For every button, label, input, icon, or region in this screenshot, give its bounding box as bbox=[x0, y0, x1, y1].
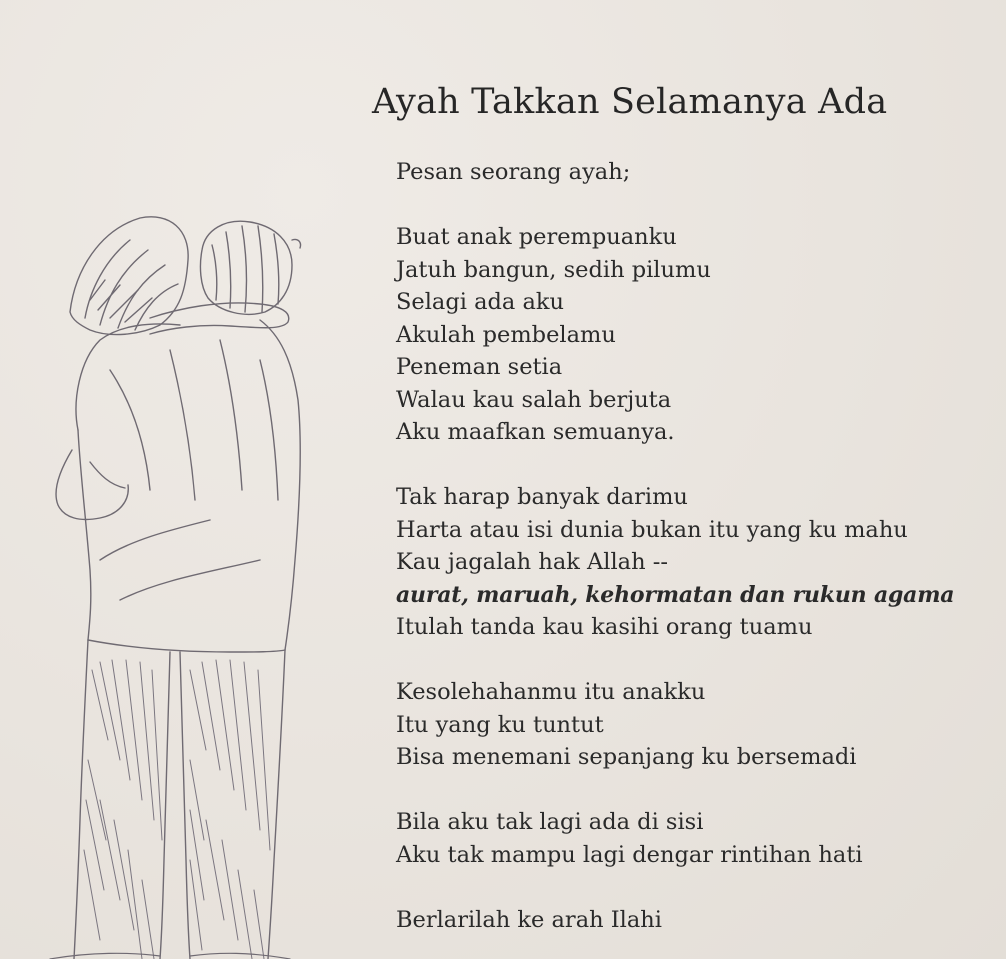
poem-line: Itulah tanda kau kasihi orang tuamu bbox=[396, 614, 813, 640]
poem-line: Aku maafkan semuanya. bbox=[396, 419, 675, 445]
stanza-break bbox=[396, 449, 996, 482]
poem-line: Aku tak mampu lagi dengar rintihan hati bbox=[396, 841, 863, 868]
poem-line: Bisa menemani sepanjang ku bersemadi bbox=[396, 744, 857, 770]
stanza-break bbox=[396, 871, 996, 904]
stanza-5 bbox=[396, 904, 996, 937]
poem-line: Harta atau isi dunia bukan itu yang ku mahu bbox=[396, 516, 908, 543]
poem-line: Buat anak perempuanku bbox=[396, 224, 677, 250]
poem-line: Kau jagalah hak Allah -- bbox=[396, 549, 668, 575]
poem-title: Ayah Takkan Selamanya Ada bbox=[372, 82, 888, 122]
poem-line: Jatuh bangun, sedih pilumu bbox=[396, 256, 711, 283]
stanza-1 bbox=[396, 221, 996, 449]
stanza-break bbox=[396, 774, 996, 807]
poem-intro: Pesan seorang ayah; bbox=[396, 159, 631, 185]
poem-line: Tak harap banyak darimu bbox=[396, 484, 688, 510]
poem-line: Kesolehahanmu itu anakku bbox=[396, 679, 706, 705]
poem-line: Itu yang ku tuntut bbox=[396, 711, 604, 738]
stanza-2 bbox=[396, 481, 996, 644]
father-hugging-daughter-sketch-icon bbox=[30, 200, 330, 959]
poem-line: Akulah pembelamu bbox=[396, 321, 616, 348]
poem-line: Berlarilah ke arah Ilahi bbox=[396, 906, 662, 933]
poem-line: Walau kau salah berjuta bbox=[396, 386, 672, 413]
stanza-4 bbox=[396, 806, 996, 871]
stanza-break bbox=[396, 644, 996, 677]
poem-line-emphasis: aurat, maruah, kehormatan dan rukun agama bbox=[396, 581, 955, 608]
poem-body bbox=[396, 156, 996, 936]
poem-line: Bila aku tak lagi ada di sisi bbox=[396, 809, 704, 835]
poem-line: Selagi ada aku bbox=[396, 289, 565, 315]
stanza-break bbox=[396, 189, 996, 222]
stanza-3 bbox=[396, 676, 996, 774]
poem-line: Peneman setia bbox=[396, 354, 563, 380]
